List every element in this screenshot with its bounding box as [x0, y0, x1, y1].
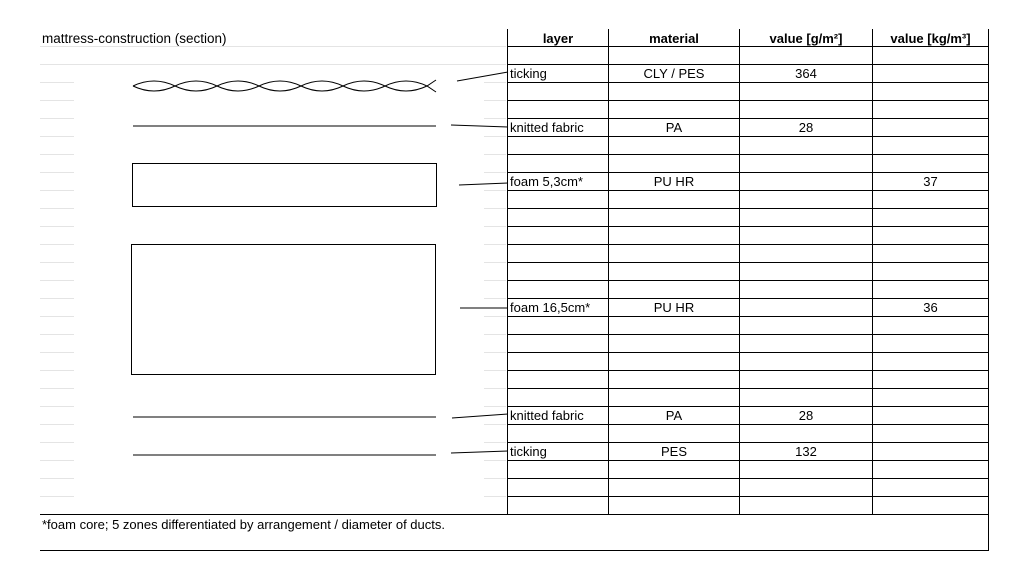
row-6-layer: ticking [510, 444, 547, 459]
row-1-value-gm2: 364 [795, 66, 817, 81]
row-4-layer: foam 16,5cm* [510, 300, 591, 315]
row-6-material: PES [660, 444, 687, 459]
row-5-material: PA [665, 408, 683, 423]
row-4-value-kgm3: 36 [923, 300, 938, 315]
row-2-value-gm2: 28 [798, 120, 814, 135]
page-title: mattress-construction (section) [42, 31, 227, 46]
leader-foam-thin [459, 183, 508, 185]
foam-core-block [132, 245, 436, 375]
row-3-material: PU HR [653, 174, 695, 189]
row-2-layer: knitted fabric [510, 120, 584, 135]
footnote: *foam core; 5 zones differentiated by arrangement / diameter of ducts. [42, 517, 445, 532]
row-5-layer: knitted fabric [510, 408, 584, 423]
leader-ticking-bottom [451, 451, 508, 453]
row-5-value-gm2: 28 [798, 408, 814, 423]
row-1-layer: ticking [510, 66, 547, 81]
row-4-material: PU HR [653, 300, 695, 315]
header-layer: layer [542, 31, 574, 46]
row-3-value-kgm3: 37 [923, 174, 938, 189]
foam-thin-block [133, 164, 437, 207]
header-value-gm2: value [g/m²] [769, 31, 843, 46]
row-3-layer: foam 5,3cm* [510, 174, 583, 189]
ticking-top-drawing [133, 80, 436, 92]
leader-knitted-bottom [452, 414, 508, 418]
header-value-kgm3: value [kg/m³] [890, 31, 971, 46]
row-1-material: CLY / PES [643, 66, 705, 81]
header-material: material [649, 31, 699, 46]
row-2-material: PA [665, 120, 683, 135]
leader-knitted-top [451, 125, 508, 127]
row-6-value-gm2: 132 [795, 444, 817, 459]
leader-ticking-top [457, 72, 508, 81]
